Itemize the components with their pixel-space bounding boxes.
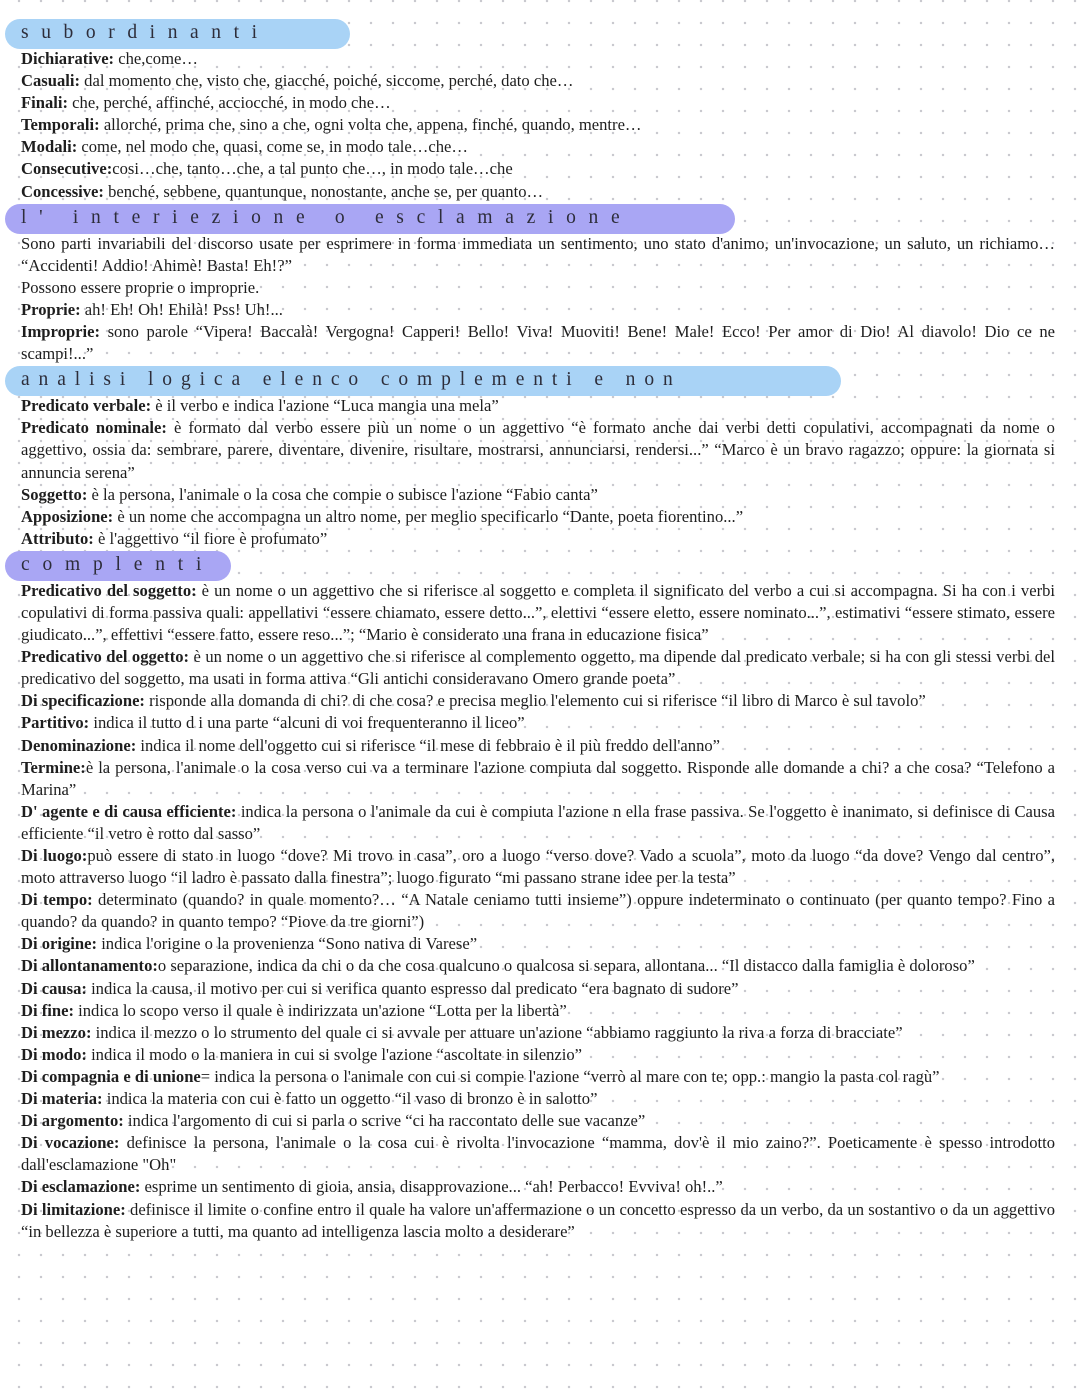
heading-text: subordinanti [21, 22, 270, 43]
definition-line [21, 114, 1055, 136]
definition-paragraph [21, 757, 1055, 801]
definition-line [21, 92, 1055, 114]
term-text: definisce il limite o confine entro il quale ha valore un'affermazione o un concetto espresso da un verbo, da un sostantivo o da un aggettivo “in bellezza è superiore a tutti, ma quanto ad intelligenza lascia molto a desiderare” [21, 1199, 1055, 1241]
term-label: Partitivo: [21, 713, 90, 733]
definition-paragraph [21, 690, 1055, 712]
term-label: Apposizione: [21, 506, 114, 526]
definition-paragraph [21, 1022, 1055, 1044]
term-text: indica il modo o la maniera in cui si svolge l'azione “ascoltate in silenzio” [86, 1044, 583, 1064]
definition-paragraph [21, 1199, 1055, 1243]
definition-line [21, 1176, 1055, 1198]
term-label: Di causa: [21, 978, 87, 998]
definition-line [21, 712, 1055, 734]
term-label: Concessive: [21, 181, 104, 201]
section-heading-complementi [5, 550, 1055, 580]
term-label: Predicato verbale: [21, 396, 152, 416]
term-text: o separazione, indica da chi o da che cosa qualcuno o qualcosa si separa, allontana... “Il distacco dalla famiglia è doloroso” [157, 956, 975, 976]
term-text: indica l'argomento di cui si parla o scrive “ci ha raccontato delle sue vacanze” [123, 1111, 646, 1131]
definition-line [21, 735, 1055, 757]
definition-paragraph [21, 801, 1055, 845]
term-text: allorché, prima che, sino a che, ogni volta che, appena, finché, quando, mentre… [99, 115, 642, 135]
term-text: esprime un sentimento di gioia, ansia, disapprovazione... “ah! Perbacco! Evviva! oh!..” [140, 1177, 723, 1197]
term-text: indica il nome dell'oggetto cui si riferisce “il mese di febbraio è il più freddo dell'anno” [136, 735, 721, 755]
term-label: Denominazione: [21, 735, 137, 755]
term-text: è un nome o un aggettivo che si riferisce al complemento oggetto, ma dipende dal predicato verbale; si ha con gli stessi verbi del predicativo del soggetto, ma usati in forma attiva “Gli antichi consideravano Omero grande poeta” [21, 647, 1055, 689]
term-text: che,come… [114, 49, 198, 68]
term-label: Finali: [21, 93, 69, 113]
heading-text: analisi logica elenco complementi e non [21, 369, 682, 391]
term-label: Di modo: [21, 1044, 87, 1064]
term-label: Di origine: [21, 934, 98, 954]
term-label: Di materia: [21, 1089, 103, 1109]
definition-paragraph [21, 580, 1055, 646]
term-label: Modali: [21, 137, 78, 157]
term-label: Predicativo del oggetto: [21, 647, 190, 667]
term-label: Temporali: [21, 115, 100, 135]
section-heading-subordinanti [5, 18, 1055, 48]
term-text: indica il tutto d i una parte “alcuni di voi frequenteranno il liceo” [89, 713, 525, 733]
term-label: D' agente e di causa efficiente: [21, 801, 237, 821]
term-text: indica la materia con cui è fatto un oggetto “il vaso di bronzo è in salotto” [102, 1089, 598, 1109]
definition-line [21, 1110, 1055, 1132]
term-text: indica lo scopo verso il quale è indirizzata un'azione “Lotta per la libertà” [74, 1000, 567, 1020]
term-label: Di luogo: [21, 846, 88, 865]
term-label: Attributo: [21, 528, 94, 548]
term-label: Di mezzo: [21, 1022, 92, 1042]
section-heading-interiezione [5, 203, 1055, 233]
term-text: è un nome che accompagna un altro nome, per meglio specificarlo “Dante, poeta fiorentino...” [113, 506, 744, 526]
definition-line [21, 70, 1055, 92]
definition-line [21, 506, 1055, 528]
term-label: Di vocazione: [21, 1133, 120, 1153]
term-text: è la persona, l'animale o la cosa verso cui va a terminare l'azione compiuta dal soggetto. Risponde alle domande a chi? a che cosa? “Telefono a Marina” [21, 757, 1055, 799]
definition-line [21, 484, 1055, 506]
term-text: è l'aggettivo “il fiore è profumato” [93, 528, 328, 548]
definition-line [21, 1088, 1055, 1110]
definition-line [21, 933, 1055, 955]
term-text: cosi…che, tanto…che, a tal punto che…, in modo tale…che [112, 159, 513, 179]
term-text: è formato dal verbo essere più un nome o un aggettivo “è formato anche dai verbi detti copulativi, accompagnati da nome o aggettivo, ossia da: sembrare, parere, diventare, divenire, risultare, mostrarsi, annunciarsi, rendersi...” “Marco è un bravo ragazzo; oppure: la giornata si annuncia serena” [21, 418, 1055, 482]
term-text: risponde alla domanda di chi? di che cosa? e precisa meglio l'elemento cui si riferisce “il libro di Marco è sul tavolo” [144, 691, 926, 711]
heading-text: complenti [21, 553, 215, 575]
definition-line [21, 395, 1055, 417]
term-label: Di fine: [21, 1000, 74, 1020]
term-text: = indica la persona o l'animale con cui si compie l'azione “verrò al mare con te; opp.: mangio la pasta col ragù” [200, 1066, 940, 1086]
definition-line [21, 978, 1055, 1000]
definition-paragraph [21, 417, 1055, 483]
definition-line [21, 136, 1055, 158]
term-label: Di esclamazione: [21, 1177, 141, 1197]
definition-line [21, 528, 1055, 550]
term-text: determinato (quando? in quale momento?… “A Natale ceniamo tutti insieme”) oppure indeterminato o continuato (per quanto tempo? Fino a quando? da quando? in quanto tempo? “Piove da tre giorni”) [21, 890, 1055, 932]
term-text: indica l'origine o la provenienza “Sono nativa di Varese” [97, 934, 478, 954]
definition-line [21, 299, 1055, 321]
term-text: benché, sebbene, quantunque, nonostante, anche se, per quanto… [103, 181, 544, 201]
interiezione-note: Possono essere proprie o improprie. [21, 277, 260, 297]
term-label: Predicato nominale: [21, 418, 167, 438]
definition-paragraph [21, 1066, 1055, 1088]
term-label: Casuali: [21, 71, 81, 91]
term-text: è il verbo e indica l'azione “Luca mangia una mela” [151, 396, 499, 416]
definition-line [21, 1044, 1055, 1066]
term-label: Di specificazione: [21, 691, 145, 711]
term-label: Consecutive: [21, 159, 113, 179]
definition-line [21, 1000, 1055, 1022]
term-label: Di limitazione: [21, 1199, 126, 1219]
definition-line [21, 48, 1055, 70]
definition-paragraph [21, 1132, 1055, 1176]
term-label: Improprie: [21, 322, 100, 342]
heading-text: l' interiezione o esclamazione [21, 206, 633, 228]
section-heading-analisi [5, 365, 1055, 395]
term-label: Di allontanamento: [21, 956, 158, 976]
term-text: ah! Eh! Oh! Ehilà! Pss! Uh!... [80, 299, 283, 319]
term-text: dal momento che, visto che, giacché, poiché, siccome, perché, dato che… [80, 71, 574, 91]
term-text: è la persona, l'animale o la cosa che compie o subisce l'azione “Fabio canta” [87, 484, 598, 504]
term-label: Predicativo del soggetto: [21, 580, 197, 600]
definition-paragraph [21, 646, 1055, 690]
term-text: come, nel modo che, quasi, come se, in modo tale…che… [77, 137, 468, 157]
term-text: indica la causa, il motivo per cui si verifica quanto espresso dal predicato “era bagnato di sudore” [86, 978, 739, 998]
definition-paragraph [21, 845, 1055, 889]
term-text: definisce la persona, l'animale o la cosa cui è rivolta l'invocazione “mamma, dov'è il mio zaino?”. Poeticamente è spesso introdotto dall'esclamazione "Oh" [21, 1133, 1056, 1175]
term-label: Di compagnia e di unione [21, 1066, 201, 1086]
definition-paragraph [21, 321, 1055, 365]
term-text: può essere di stato in luogo “dove? Mi trovo in casa”, oro a luogo “verso dove? Vado a scuola”, moto da luogo “da dove? Vengo dal centro”, moto attraverso luogo “il ladro è passato dalla finestra”; luogo figurato “mi passano strane idee per la testa” [21, 846, 1056, 888]
term-text: indica il mezzo o lo strumento del quale ci si avvale per attuare un'azione “abbiamo raggiunto la riva a forza di bracciate” [91, 1022, 903, 1042]
term-text: indica la persona o l'animale da cui è compiuta l'azione n ella frase passiva. Se l'oggetto è inanimato, si definisce di Causa efficiente “il vetro è rotto dal sasso” [21, 801, 1056, 843]
term-text: che, perché, affinché, acciocché, in modo che… [68, 93, 391, 113]
term-label: Dichiarative: [21, 49, 115, 68]
notes-page [21, 18, 1055, 1243]
definition-paragraph [21, 889, 1055, 933]
interiezione-intro: Sono parti invariabili del discorso usate per esprimere in forma immediata un sentimento, uno stato d'animo, un'invocazione, un saluto, un richiamo… “Accidenti! Addio! Ahimè! Basta! Eh!?” [21, 233, 1055, 275]
term-label: Termine: [21, 757, 86, 777]
term-label: Di tempo: [21, 890, 93, 910]
definition-line [21, 181, 1055, 203]
term-label: Soggetto: [21, 484, 88, 504]
definition-line [21, 158, 1055, 180]
term-label: Proprie: [21, 299, 81, 319]
term-label: Di argomento: [21, 1111, 124, 1131]
term-text: sono parole “Vipera! Baccalà! Vergogna! Capperi! Bello! Viva! Muoviti! Bene! Male! Ecco! Per amor di Dio! Al diavolo! Dio ce ne scampi!...” [21, 322, 1055, 364]
term-text: è un nome o un aggettivo che si riferisce al soggetto e completa il significato del verbo a cui si accompagna. Si ha con i verbi copulativi di forma passiva quali: appellativi “essere chiamato, essere detto...”, elettivi “essere eletto, essere nominato...”, estimativi “essere stimato, essere giudicato...”, effettivi “essere fatto, essere reso...”; “Mario è considerato una frana in educazione fisica” [21, 580, 1055, 645]
definition-paragraph [21, 955, 1055, 977]
